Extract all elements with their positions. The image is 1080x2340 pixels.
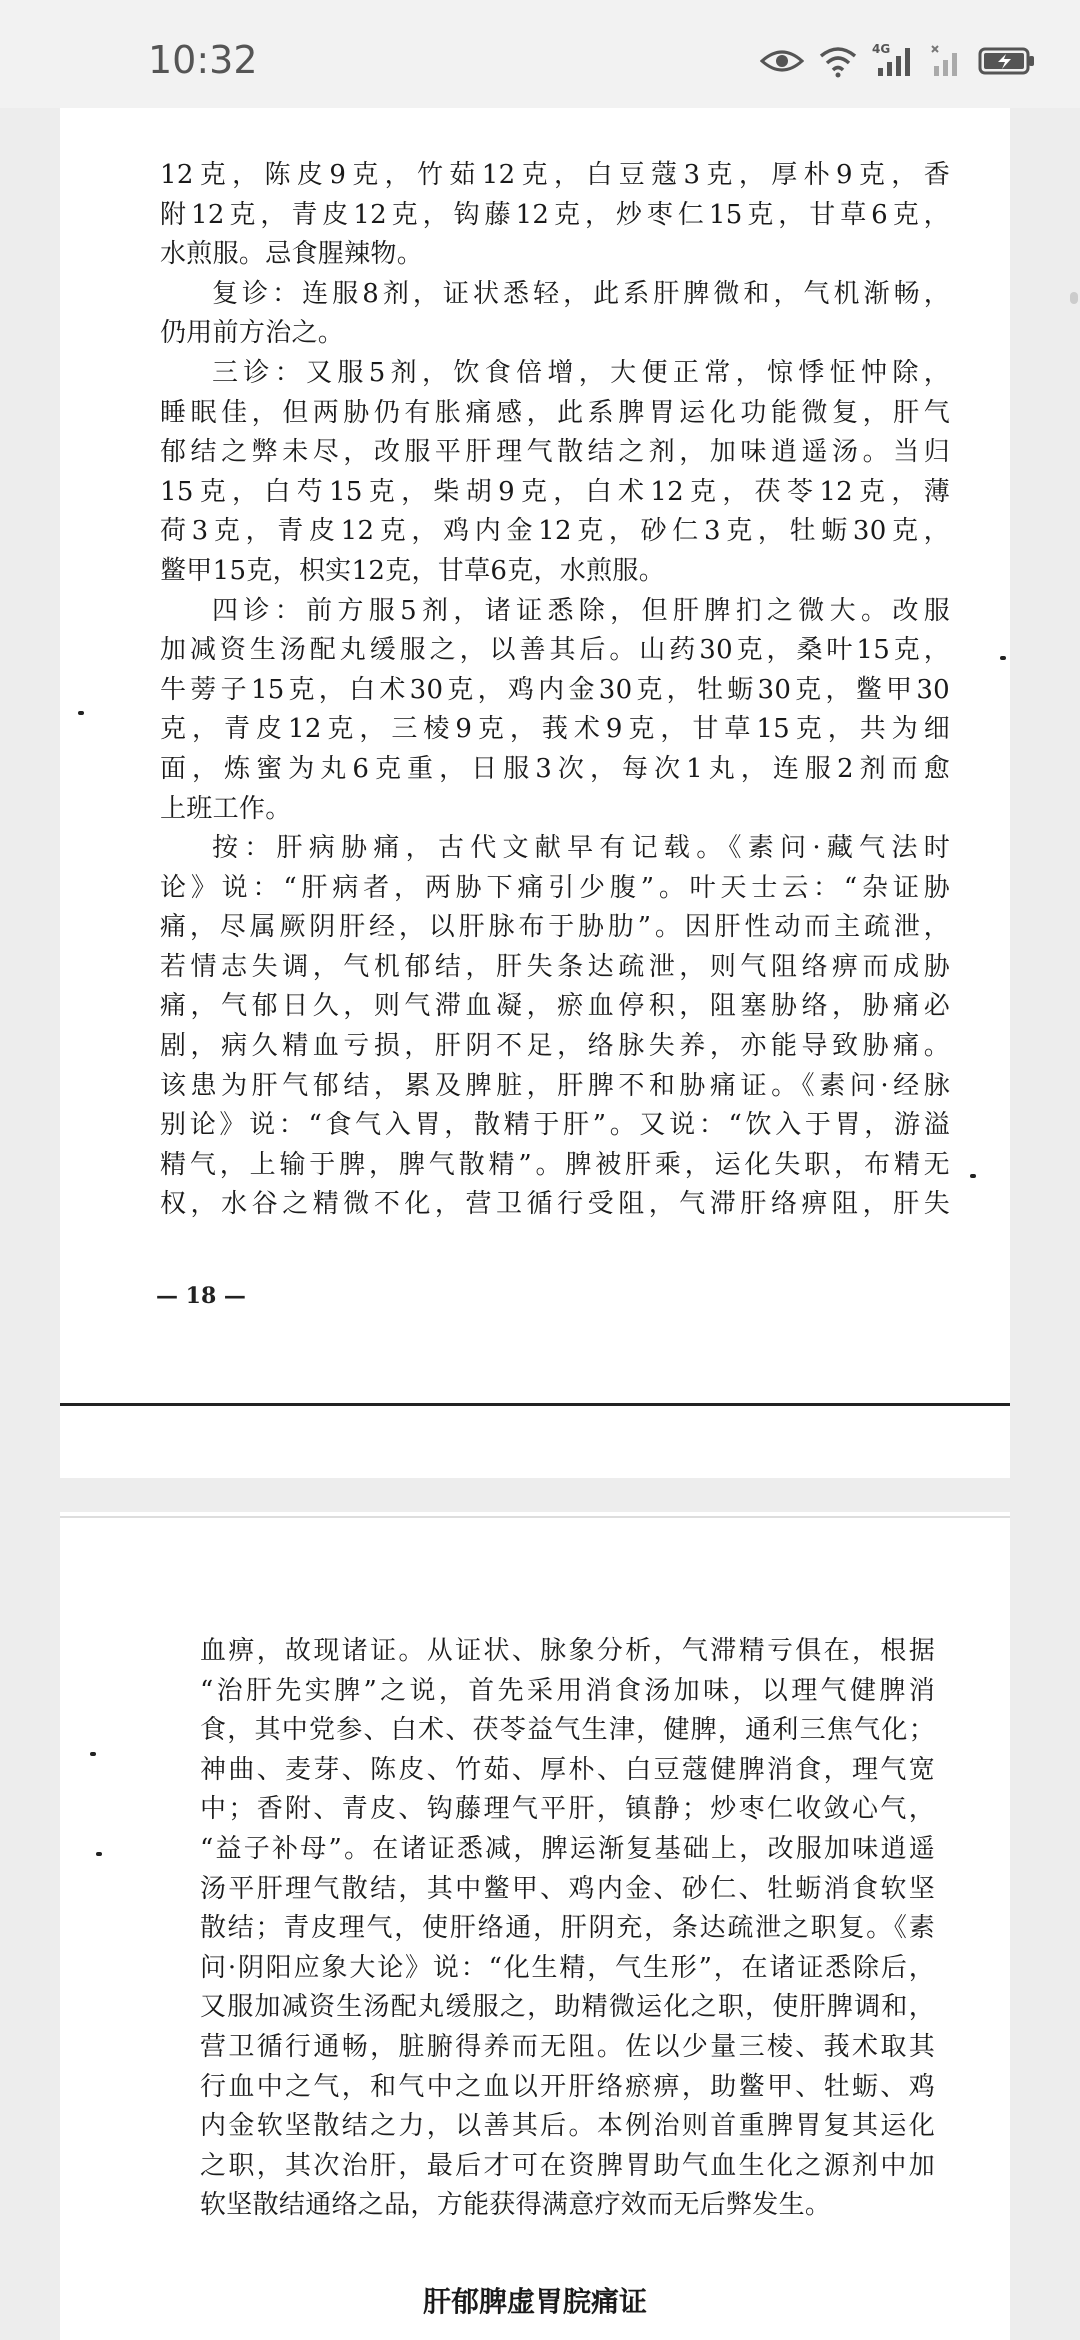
text-line: 四诊：前方服5剂，诸证悉除，但肝脾扪之微大。改服 <box>212 595 950 626</box>
text-line: 鳖甲15克，枳实12克，甘草6克，水煎服。 <box>160 555 666 586</box>
scan-speck <box>1000 656 1006 660</box>
scan-speck <box>78 711 84 715</box>
scan-speck <box>970 1174 976 1178</box>
signal-4g-icon <box>872 44 916 78</box>
text-line: 12克，陈皮9克，竹茹12克，白豆蔻3克，厚朴9克，香 <box>160 160 950 190</box>
text-line: “治肝先实脾”之说，首先采用消食汤加味，以理气健脾消 <box>200 1675 935 1706</box>
text-line: 软坚散结通络之品，方能获得满意疗效而无后弊发生。 <box>200 2190 832 2221</box>
text-line: 血痹，故现诸证。从证状、脉象分析，气滞精亏俱在，根据 <box>200 1636 935 1666</box>
clock-time: 10:32 <box>148 38 258 82</box>
scan-speck <box>96 1852 102 1856</box>
text-line: 上班工作。 <box>160 793 292 824</box>
page-bottom-rule <box>60 1403 1010 1406</box>
text-line: 克，青皮12克，三棱9克，莪术9克，甘草15克，共为细 <box>160 714 950 745</box>
text-line: 三诊：又服5剂，饮食倍增，大便正常，惊悸怔忡除， <box>212 357 950 388</box>
text-line: 散结；青皮理气，使肝络通，肝阴充，条达疏泄之职复。《素 <box>200 1913 935 1944</box>
eye-icon <box>760 47 804 75</box>
signal-no-sim-icon <box>930 44 964 78</box>
text-line: 又服加减资生汤配丸缓服之，助精微运化之职，使肝脾调和， <box>200 1992 935 2023</box>
text-line: 该患为肝气郁结，累及脾脏，肝脾不和胁痛证。《素问·经脉 <box>160 1070 950 1101</box>
text-line: 按：肝病胁痛，古代文献早有记载。《素问·藏气法时 <box>212 833 950 864</box>
page-body-text <box>200 1632 935 2226</box>
page-top-rule <box>60 1516 1010 1518</box>
wifi-icon <box>818 44 858 78</box>
status-bar <box>0 0 1080 108</box>
text-line: 神曲、麦芽、陈皮、竹茹、厚朴、白豆蔻健脾消食，理气宽 <box>200 1754 935 1785</box>
text-line: 中；香附、青皮、钩藤理气平肝，镇静；炒枣仁收敛心气， <box>200 1794 935 1825</box>
scrollbar-thumb[interactable] <box>1070 292 1078 304</box>
text-line: 问·阴阳应象大论》说：“化生精，气生形”，在诸证悉除后， <box>200 1952 935 1983</box>
text-line: 内金软坚散结之力，以善其后。本例治则首重脾胃复其运化 <box>200 2111 935 2142</box>
signal-4g-label: 4G <box>872 42 891 56</box>
text-line: 行血中之气，和气中之血以开肝络瘀痹，助鳖甲、牡蛎、鸡 <box>200 2071 935 2102</box>
text-line: 精气，上输于脾，脾气散精”。脾被肝乘，运化失职，布精无 <box>160 1149 950 1180</box>
section-title: 肝郁脾虚胃脘痛证 <box>422 2285 647 2318</box>
text-line: 加减资生汤配丸缓服之，以善其后。山药30克，桑叶15克， <box>160 635 950 666</box>
text-line: 营卫循行通畅，脏腑得养而无阻。佐以少量三棱、莪术取其 <box>200 2031 935 2062</box>
battery-charging-icon <box>978 46 1036 76</box>
text-line: “益子补母”。在诸证悉减，脾运渐复基础上，改服加味逍遥 <box>200 1833 935 1864</box>
text-line: 汤平肝理气散结，其中鳖甲、鸡内金、砂仁、牡蛎消食软坚 <box>200 1873 935 1904</box>
text-line: 之职，其次治肝，最后才可在资脾胃助气血生化之源剂中加 <box>200 2150 935 2181</box>
text-line: 牛蒡子15克，白术30克，鸡内金30克，牡蛎30克，鳖甲30 <box>160 674 950 705</box>
text-line: 权，水谷之精微不化，营卫循行受阻，气滞肝络痹阻，肝失 <box>160 1189 950 1220</box>
text-line: 郁结之弊未尽，改服平肝理气散结之剂，加味逍遥汤。当归 <box>160 437 950 468</box>
document-page-19 <box>60 1512 1010 2340</box>
text-line: 睡眠佳，但两胁仍有胀痛感，此系脾胃运化功能微复，肝气 <box>160 397 950 428</box>
text-line: 水煎服。忌食腥辣物。 <box>160 239 424 270</box>
status-icons <box>760 44 1036 78</box>
text-line: 仍用前方治之。 <box>160 318 345 349</box>
page-number: — 18 — <box>156 1283 246 1309</box>
text-line: 15克，白芍15克，柴胡9克，白术12克，茯苓12克，薄 <box>160 476 950 507</box>
text-line: 剧，病久精血亏损，肝阴不足，络脉失养，亦能导致胁痛。 <box>160 1031 950 1062</box>
text-line: 附12克，青皮12克，钩藤12克，炒枣仁15克，甘草6克， <box>160 199 950 230</box>
scan-speck <box>90 1752 96 1756</box>
text-line: 若情志失调，气机郁结，肝失条达疏泄，则气阻络痹而成胁 <box>160 951 950 982</box>
text-line: 别论》说：“食气入胃，散精于肝”。又说：“饮入于胃，游溢 <box>160 1110 950 1141</box>
text-line: 痛，尽属厥阴肝经，以肝脉布于胁肋”。因肝性动而主疏泄， <box>160 912 950 943</box>
page-body-text <box>160 156 950 1225</box>
text-line: 论》说：“肝病者，两胁下痛引少腹”。叶天士云：“杂证胁 <box>160 872 950 903</box>
text-line: 荷3克，青皮12克，鸡内金12克，砂仁3克，牡蛎30克， <box>160 516 950 547</box>
text-line: 面，炼蜜为丸6克重，日服3次，每次1丸，连服2剂而愈 <box>160 753 950 784</box>
document-page-18 <box>60 108 1010 1478</box>
text-line: 痛，气郁日久，则气滞血凝，瘀血停积，阻塞胁络，胁痛必 <box>160 991 950 1022</box>
text-line: 食，其中党参、白术、茯苓益气生津，健脾，通利三焦气化； <box>200 1715 935 1746</box>
text-line: 复诊：连服8剂，证状悉轻，此系肝脾微和，气机渐畅， <box>212 278 950 309</box>
